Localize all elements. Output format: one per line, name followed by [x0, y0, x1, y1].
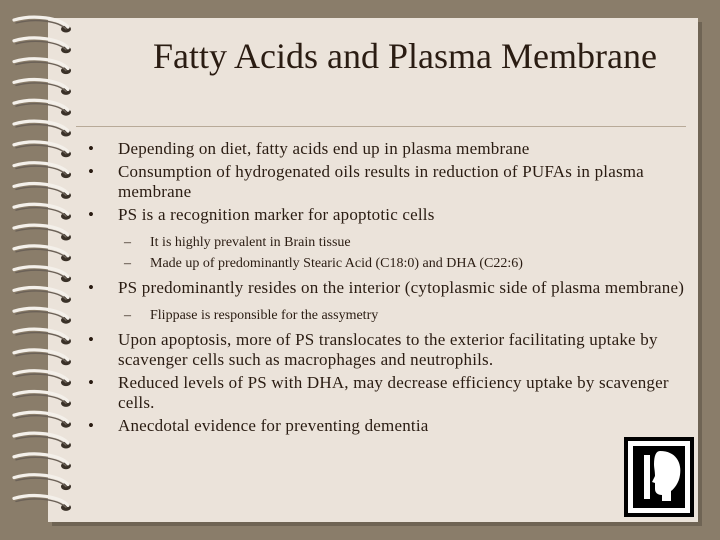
sub-bullet-item — [88, 253, 688, 274]
bullet-text: Upon apoptosis, more of PS translocates to the exterior facilitating uptake by scavenger cells such as macrophages and neutrophils. — [118, 330, 658, 369]
bullet-marker: • — [88, 416, 95, 435]
bullet-item — [88, 205, 688, 225]
sub-bullet-item — [88, 232, 688, 253]
head-profile-logo-icon — [624, 437, 694, 517]
bullet-item — [88, 139, 688, 159]
sub-bullet-text: Made up of predominantly Stearic Acid (C18:0) and DHA (C22:6) — [150, 256, 523, 271]
bullet-text: PS is a recognition marker for apoptotic cells — [118, 205, 435, 224]
bullet-item — [88, 162, 688, 202]
sub-bullet-text: Flippase is responsible for the assymetry — [150, 308, 379, 323]
slide-title: Fatty Acids and Plasma Membrane — [153, 36, 657, 76]
sub-bullet-marker: – — [124, 256, 131, 271]
sub-bullet-marker: – — [124, 308, 131, 323]
sub-bullet-marker: – — [124, 235, 131, 250]
bullet-text: Reduced levels of PS with DHA, may decrease efficiency uptake by scavenger cells. — [118, 373, 669, 412]
bullet-marker: • — [88, 139, 95, 158]
bullet-list — [88, 139, 688, 439]
bullet-marker: • — [88, 373, 95, 392]
bullet-item — [88, 330, 688, 370]
bullet-text: Depending on diet, fatty acids end up in plasma membrane — [118, 139, 530, 158]
bullet-marker: • — [88, 278, 95, 297]
bullet-marker: • — [88, 330, 95, 349]
title-divider — [76, 126, 686, 127]
sub-bullet-item — [88, 305, 688, 326]
bullet-text: Consumption of hydrogenated oils results in reduction of PUFAs in plasma membrane — [118, 162, 644, 201]
bullet-marker: • — [88, 162, 95, 181]
bullet-text: Anecdotal evidence for preventing dementia — [118, 416, 429, 435]
bullet-item — [88, 416, 688, 436]
spiral-binding-icon — [0, 0, 80, 540]
sub-bullet-text: It is highly prevalent in Brain tissue — [150, 235, 351, 250]
bullet-text: PS predominantly resides on the interior (cytoplasmic side of plasma membrane) — [118, 278, 685, 297]
bullet-item — [88, 278, 688, 298]
bullet-marker: • — [88, 205, 95, 224]
bullet-item — [88, 373, 688, 413]
